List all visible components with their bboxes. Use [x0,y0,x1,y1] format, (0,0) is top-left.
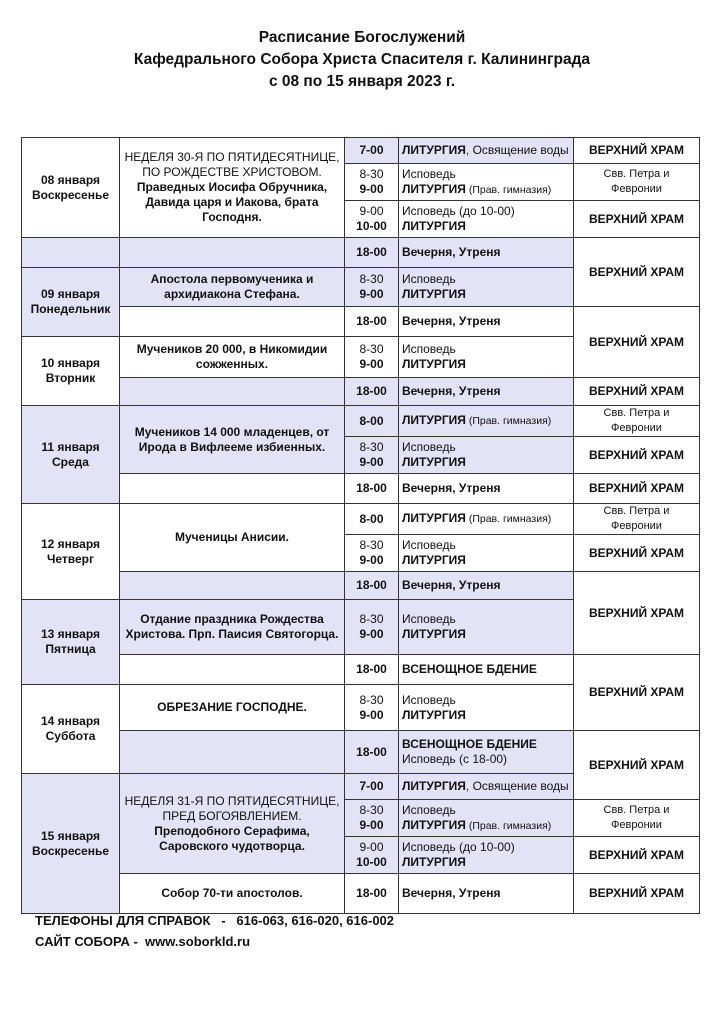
saint-cell: ОБРЕЗАНИЕ ГОСПОДНЕ. [120,685,345,731]
time-cell: 8-30 9-00 [345,600,399,655]
date-cell: 08 января Воскресенье [22,138,120,238]
place-cell: ВЕРХНИЙ ХРАМ [574,731,700,800]
place-cell: ВЕРХНИЙ ХРАМ [574,378,700,406]
time-cell: 9-00 10-00 [345,837,399,874]
time-cell: 8-30 9-00 [345,337,399,378]
service-cell: Вечерня, Утреня [399,474,574,504]
date-cell: 14 января Суббота [22,685,120,774]
service-cell: ЛИТУРГИЯ (Прав. гимназия) [399,406,574,437]
schedule-table [21,137,700,914]
place-cell: ВЕРХНИЙ ХРАМ [574,837,700,874]
service-cell: Исповедь ЛИТУРГИЯ [399,685,574,731]
place-cell: ВЕРХНИЙ ХРАМ [574,238,700,307]
time-cell: 8-30 9-00 [345,268,399,307]
place-cell: ВЕРХНИЙ ХРАМ [574,201,700,238]
date-cell: 11 января Среда [22,406,120,504]
date-cell: 12 января Четверг [22,504,120,600]
page-title-line2: Кафедрального Собора Христа Спасителя г. Калининграда [133,51,591,68]
time-cell: 9-00 10-00 [345,201,399,238]
time-cell: 18-00 [345,474,399,504]
time-cell: 18-00 [345,874,399,914]
saint-cell: Апостола первомученика и архидиакона Стефана. [120,268,345,307]
place-cell: Свв. Петра и Февронии [574,164,700,201]
saint-cell-empty [120,474,345,504]
table-row [22,406,700,437]
service-cell: Исповедь ЛИТУРГИЯ (Прав. гимназия) [399,164,574,201]
saint-cell: НЕДЕЛЯ 30-Я ПО ПЯТИДЕСЯТНИЦЕ, ПО РОЖДЕСТВЕ ХРИСТОВОМ. Праведных Иосифа Обручника, Давида царя и Иакова, брата Господня. [120,138,345,238]
place-cell: ВЕРХНИЙ ХРАМ [574,572,700,655]
service-cell: Исповедь ЛИТУРГИЯ (Прав. гимназия) [399,800,574,837]
time-cell: 8-00 [345,504,399,535]
place-cell: ВЕРХНИЙ ХРАМ [574,655,700,731]
time-cell: 8-30 9-00 [345,685,399,731]
date-cell: 13 января Пятница [22,600,120,685]
saint-cell: Отдание праздника Рождества Христова. Прп. Паисия Святогорца. [120,600,345,655]
table-row [22,874,700,914]
service-cell: Вечерня, Утреня [399,874,574,914]
table-row [22,731,700,774]
time-cell: 8-30 9-00 [345,437,399,474]
place-cell: ВЕРХНИЙ ХРАМ [574,138,700,164]
service-cell: Исповедь ЛИТУРГИЯ [399,600,574,655]
saint-cell: Мучеников 20 000, в Никомидии сожженных. [120,337,345,378]
service-cell: Вечерня, Утреня [399,307,574,337]
service-cell: Исповедь (до 10-00) ЛИТУРГИЯ [399,201,574,238]
saint-cell: НЕДЕЛЯ 31-Я ПО ПЯТИДЕСЯТНИЦЕ, ПРЕД БОГОЯВЛЕНИЕМ. Преподобного Серафима, Саровского чудотворца. [120,774,345,874]
place-cell: Свв. Петра и Февронии [574,504,700,535]
saint-cell-empty [120,655,345,685]
time-cell: 8-30 9-00 [345,535,399,572]
service-cell: Вечерня, Утреня [399,378,574,406]
time-cell: 18-00 [345,572,399,600]
saint-cell: Собор 70-ти апостолов. [120,874,345,914]
service-cell: Исповедь ЛИТУРГИЯ [399,337,574,378]
time-cell: 8-00 [345,406,399,437]
time-cell: 18-00 [345,655,399,685]
footer-phones: ТЕЛЕФОНЫ ДЛЯ СПРАВОК - 616-063, 616-020, 616-002 [35,913,395,928]
table-row [22,655,700,685]
date-cell-empty [22,238,120,268]
saint-cell: Мучеников 14 000 младенцев, от Ирода в Вифлееме избиенных. [120,406,345,474]
service-cell: ВСЕНОЩНОЕ БДЕНИЕ Исповедь (с 18-00) [399,731,574,774]
date-cell: 15 января Воскресенье [22,774,120,914]
service-cell: Вечерня, Утреня [399,572,574,600]
service-cell: ЛИТУРГИЯ (Прав. гимназия) [399,504,574,535]
time-cell: 18-00 [345,238,399,268]
saint-cell-empty [120,731,345,774]
saint-cell-empty [120,238,345,268]
saint-cell: Мученицы Анисии. [120,504,345,572]
table-row [22,504,700,535]
saint-cell-empty [120,572,345,600]
time-cell: 7-00 [345,138,399,164]
place-cell: Свв. Петра и Февронии [574,800,700,837]
footer-website: САЙТ СОБОРА - www.soborkld.ru [35,934,251,949]
time-cell: 18-00 [345,731,399,774]
saint-cell-empty [120,378,345,406]
place-cell: ВЕРХНИЙ ХРАМ [574,535,700,572]
table-row [22,572,700,600]
place-cell: ВЕРХНИЙ ХРАМ [574,307,700,378]
table-row [22,238,700,268]
time-cell: 8-30 9-00 [345,164,399,201]
service-cell: Исповедь ЛИТУРГИЯ [399,535,574,572]
service-cell: ЛИТУРГИЯ, Освящение воды [399,774,574,800]
page-title-line1: Расписание Богослужений [258,29,466,46]
time-cell: 7-00 [345,774,399,800]
time-cell: 18-00 [345,378,399,406]
service-cell: Исповедь ЛИТУРГИЯ [399,268,574,307]
place-cell: ВЕРХНИЙ ХРАМ [574,874,700,914]
table-row [22,138,700,164]
service-cell: ЛИТУРГИЯ, Освящение воды [399,138,574,164]
service-cell: Исповедь ЛИТУРГИЯ [399,437,574,474]
date-cell: 10 января Вторник [22,337,120,406]
date-cell: 09 января Понедельник [22,268,120,337]
place-cell: Свв. Петра и Февронии [574,406,700,437]
page-title-dates: с 08 по 15 января 2023 г. [268,73,456,90]
service-cell: ВСЕНОЩНОЕ БДЕНИЕ [399,655,574,685]
table-row [22,307,700,337]
time-cell: 8-30 9-00 [345,800,399,837]
table-row [22,378,700,406]
table-row [22,474,700,504]
time-cell: 18-00 [345,307,399,337]
service-cell: Вечерня, Утреня [399,238,574,268]
saint-cell-empty [120,307,345,337]
place-cell: ВЕРХНИЙ ХРАМ [574,437,700,474]
service-cell: Исповедь (до 10-00) ЛИТУРГИЯ [399,837,574,874]
place-cell: ВЕРХНИЙ ХРАМ [574,474,700,504]
